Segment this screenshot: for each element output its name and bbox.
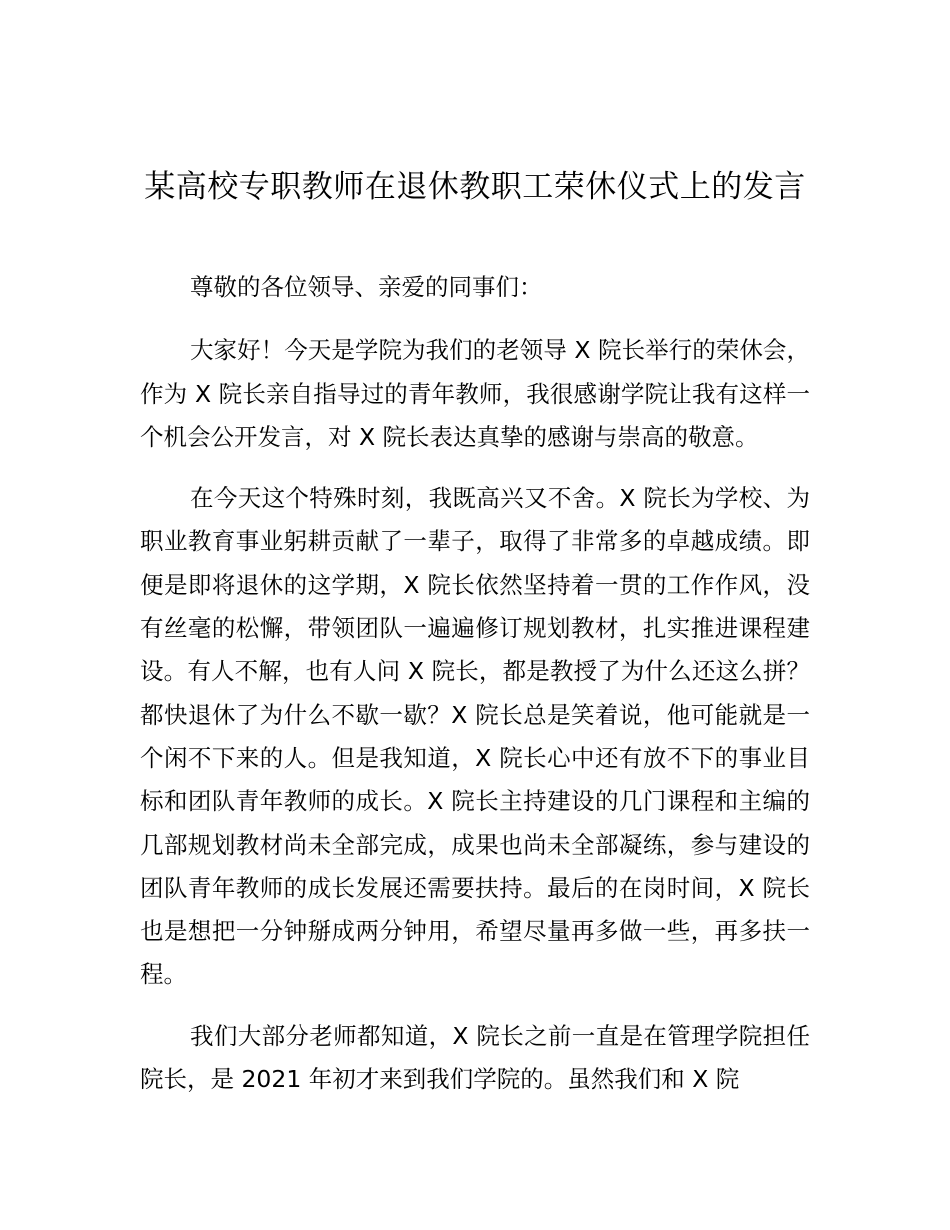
paragraph-1: 大家好！今天是学院为我们的老领导 X 院长举行的荣休会，作为 X 院长亲自指导过的青年教师，我很感谢学院让我有这样一个机会公开发言，对 X 院长表达真挚的感谢与崇高的敬意。 — [140, 336, 810, 451]
document-title: 某高校专职教师在退休教职工荣休仪式上的发言 — [144, 169, 806, 205]
document-body — [140, 266, 810, 1119]
paragraph-3: 我们大部分老师都知道，X 院长之前一直是在管理学院担任院长，是 2021 年初才来到我们学院的。虽然我们和 X 院 — [140, 1021, 810, 1094]
paragraph-2: 在今天这个特殊时刻，我既高兴又不舍。X 院长为学校、为职业教育事业躬耕贡献了一辈子，取得了非常多的卓越成绩。即便是即将退休的这学期，X 院长依然坚持着一贯的工作作风，没有丝毫的松懈，带领团队一遍遍修订规划教材，扎实推进课程建设。有人不解，也有人问 X 院长，都是教授了为什么还这么拼？都快退休了为什么不歇一歇？X 院长总是笑着说，他可能就是一个闲不下来的人。但是我知道，X 院长心中还有放不下的事业目标和团队青年教师的成长。X 院长主持建设的几门课程和主编的几部规划教材尚未全部完成，成果也尚未全部凝练，参与建设的团队青年教师的成长发展还需要扶持。最后的在岗时间，X 院长也是想把一分钟掰成两分钟用，希望尽量再多做一些，再多扶一程。 — [140, 484, 810, 989]
salutation: 尊敬的各位领导、亲爱的同事们： — [190, 273, 543, 301]
